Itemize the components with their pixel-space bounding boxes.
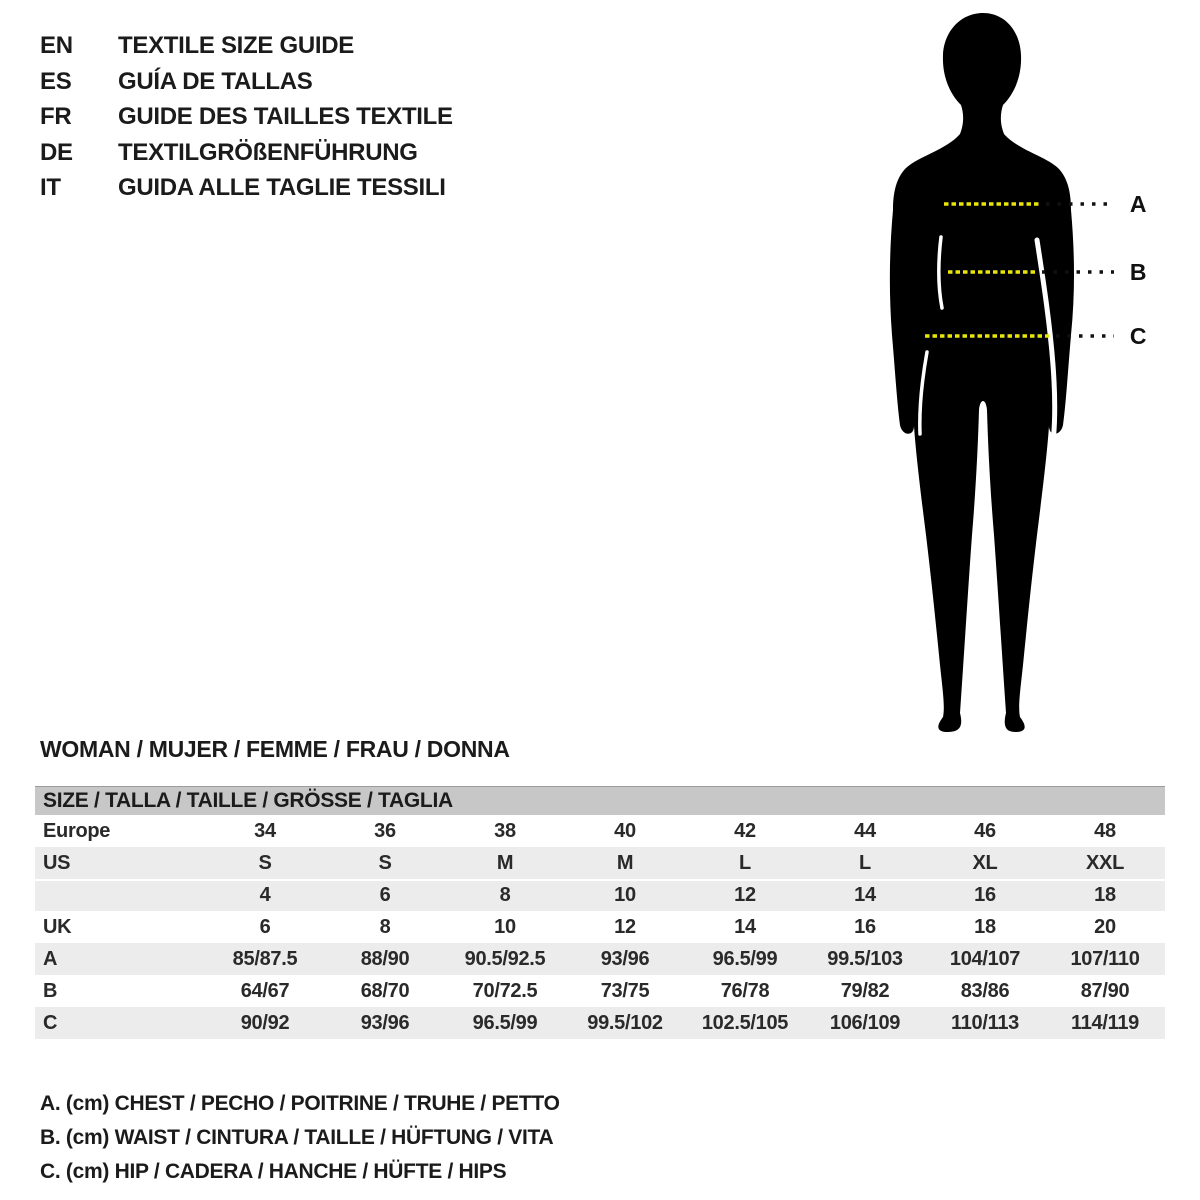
table-row-hip [35,1007,1165,1039]
size-cell: L [859,852,871,874]
size-cell: 10 [494,916,516,938]
size-cell: 6 [259,916,271,938]
size-cell: 6 [379,884,391,906]
row-label: A [43,948,58,970]
size-cell: XL [972,852,998,874]
size-cell: L [739,852,751,874]
size-cell: M [496,852,514,874]
size-table [35,786,1165,1039]
size-cell: 16 [854,916,876,938]
size-cell: 85/87.5 [232,948,298,970]
size-cell: 38 [494,820,516,842]
guide-title: GUIDE DES TAILLES TEXTILE [118,103,453,130]
row-label: US [43,852,71,874]
table-row-us-letters [35,847,1165,879]
size-cell: 46 [974,820,996,842]
size-cell: 102.5/105 [701,1012,789,1034]
woman-silhouette-path [890,13,1074,732]
row-label: B [43,980,58,1002]
size-cell: 40 [614,820,636,842]
size-cell: 8 [379,916,391,938]
row-label: C [43,1012,58,1034]
size-cell: 99.5/102 [587,1012,663,1034]
size-cell: 14 [734,916,756,938]
waist-legend-line: B. (cm) WAIST / CINTURA / TAILLE / HÜFTUNG / VITA [40,1126,554,1149]
table-row-chest [35,943,1165,975]
hip-label: C [1129,323,1147,349]
guide-title: GUÍA DE TALLAS [118,67,313,95]
size-cell: 16 [974,884,996,906]
lang-code: IT [40,174,61,201]
guide-title: TEXTILE SIZE GUIDE [118,32,354,59]
table-row-waist [35,975,1165,1007]
size-cell: 42 [734,820,756,842]
lang-row-it [40,170,453,206]
guide-title: GUIDA ALLE TAGLIE TESSILI [118,174,446,201]
size-cell: 12 [614,916,636,938]
size-cell: 73/75 [600,980,650,1002]
size-cell: M [616,852,634,874]
silhouette-svg [860,0,1200,770]
size-cell: XXL [1086,852,1124,874]
size-cell: 79/82 [840,980,890,1002]
row-label [35,879,205,911]
size-cell: 90.5/92.5 [464,948,546,970]
size-cell: 93/96 [360,1012,410,1034]
size-cell: 64/67 [240,980,290,1002]
lang-row-fr [40,99,453,135]
lang-code: EN [40,32,73,59]
size-cell: 20 [1094,916,1116,938]
size-cell: 96.5/99 [472,1012,538,1034]
row-label: Europe [43,820,111,842]
size-cell: 10 [614,884,636,906]
size-cell: 114/119 [1071,1012,1139,1034]
size-cell: 44 [854,820,876,842]
size-cell: 4 [259,884,271,906]
size-cell: 107/110 [1070,948,1140,970]
lang-row-de [40,135,453,171]
row-label: UK [43,916,72,938]
size-cell: 48 [1094,820,1116,842]
chest-legend-line: A. (cm) CHEST / PECHO / POITRINE / TRUHE / PETTO [40,1092,560,1115]
lang-code: ES [40,67,72,95]
size-cell: 90/92 [240,1012,290,1034]
size-cell: 96.5/99 [712,948,778,970]
size-cell: 76/78 [720,980,770,1002]
chest-label: A [1129,191,1147,217]
size-cell: 104/107 [949,948,1021,970]
size-cell: S [378,852,392,874]
size-cell: 88/90 [360,948,410,970]
size-cell: 83/86 [960,980,1010,1002]
lang-code: FR [40,103,72,130]
lang-row-en [40,28,453,64]
table-row-us-numbers [35,879,1165,911]
language-title-list [40,28,453,206]
guide-title: TEXTILGRÖßENFÜHRUNG [118,138,418,166]
size-cell: 12 [734,884,756,906]
size-cell: 70/72.5 [472,980,538,1002]
waist-label: B [1129,259,1147,285]
size-cell: 87/90 [1080,980,1130,1002]
hip-legend-line: C. (cm) HIP / CADERA / HANCHE / HÜFTE / HIPS [40,1160,507,1183]
size-cell: 14 [854,884,876,906]
table-row-uk [35,911,1165,943]
woman-silhouette-figure [860,0,1200,770]
size-cell: 68/70 [360,980,410,1002]
size-table-header: SIZE / TALLA / TAILLE / GRÖSSE / TAGLIA [35,786,1165,815]
size-cell: 18 [974,916,996,938]
size-cell: 18 [1094,884,1116,906]
table-row-europe [35,815,1165,847]
size-cell: 106/109 [829,1012,901,1034]
size-cell: 36 [374,820,396,842]
gender-heading: WOMAN / MUJER / FEMME / FRAU / DONNA [40,736,510,762]
measurement-legend [40,1087,560,1189]
size-cell: 8 [499,884,511,906]
size-cell: 93/96 [600,948,650,970]
size-cell: 110/113 [951,1012,1019,1034]
lang-code: DE [40,138,73,166]
size-cell: 99.5/103 [827,948,903,970]
size-cell: 34 [254,820,276,842]
size-cell: S [258,852,272,874]
lang-row-es [40,64,453,100]
